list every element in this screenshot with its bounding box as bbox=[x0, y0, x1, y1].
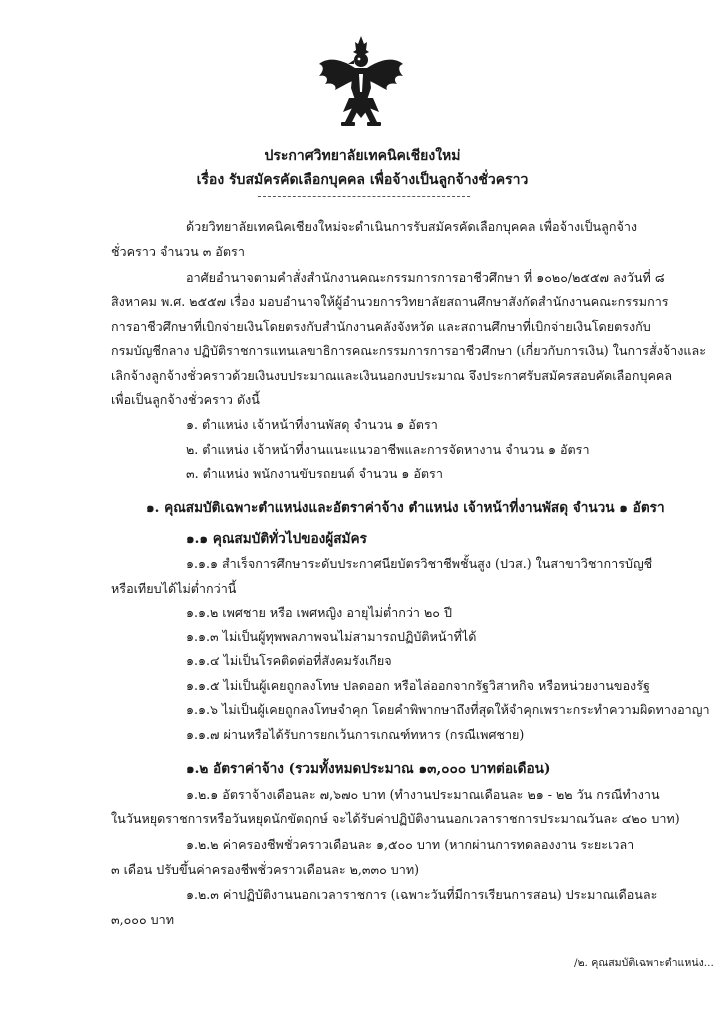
intro-paragraph-2-line: การอาชีวศึกษาที่เบิกจ่ายเงินโดยตรงกับสำนักงานคลังจังหวัด และสถานศึกษาที่เบิกจ่ายเงินโดยตรงกับ bbox=[111, 319, 651, 334]
position-item: ๓. ตำแหน่ง พนักงานขับรถยนต์ จำนวน ๑ อัตรา bbox=[186, 466, 443, 481]
subject-line: เรื่อง รับสมัครคัดเลือกบุคคล เพื่อจ้างเป็นลูกจ้างชั่วคราว bbox=[196, 172, 529, 188]
qualification-item: ๑.๑.๖ ไม่เป็นผู้เคยถูกลงโทษจำคุก โดยคำพิพากษาถึงที่สุดให้จำคุกเพราะกระทำความผิดทางอาญา bbox=[186, 702, 710, 717]
intro-paragraph-2-line: เลิกจ้างลูกจ้างชั่วคราวด้วยเงินงบประมาณและเงินนอกงบประมาณ จึงประกาศรับสมัครสอบคัดเลือกบุคคล bbox=[111, 368, 673, 383]
wage-item: ๑.๒.๒ ค่าครองชีพชั่วคราวเดือนละ ๑,๕๐๐ บาท (หากผ่านการทดลองงาน ระยะเวลา bbox=[186, 837, 635, 852]
position-item: ๑. ตำแหน่ง เจ้าหน้าที่งานพัสดุ จำนวน ๑ อัตรา bbox=[186, 417, 438, 432]
intro-paragraph-2-line: เพื่อเป็นลูกจ้างชั่วคราว ดังนี้ bbox=[111, 392, 260, 407]
subsection-1-1-heading: ๑.๑ คุณสมบัติทั่วไปของผู้สมัคร bbox=[186, 531, 367, 547]
qualification-item-cont: หรือเทียบได้ไม่ต่ำกว่านี้ bbox=[111, 581, 237, 596]
wage-item-cont: ๓,๐๐๐ บาท bbox=[111, 912, 175, 927]
wage-item-cont: ในวันหยุดราชการหรือวันหยุดนักขัตฤกษ์ จะได้รับค่าปฏิบัติงานนอกเวลาราชการประมาณวันละ ๔๒๐ บาท) bbox=[111, 811, 680, 826]
qualification-item: ๑.๑.๑ สำเร็จการศึกษาระดับประกาศนียบัตรวิชาชีพชั้นสูง (ปวส.) ในสาขาวิชาการบัญชี bbox=[186, 556, 653, 571]
title-divider bbox=[258, 196, 470, 197]
qualification-item: ๑.๑.๒ เพศชาย หรือ เพศหญิง อายุไม่ต่ำกว่า ๒๐ ปี bbox=[186, 605, 452, 620]
qualification-item: ๑.๑.๓ ไม่เป็นผู้ทุพพลภาพจนไม่สามารถปฏิบัติหน้าที่ได้ bbox=[186, 629, 477, 644]
subsection-1-2-heading: ๑.๒ อัตราค่าจ้าง (รวมทั้งหมดประมาณ ๑๓,๐๐๐ บาทต่อเดือน) bbox=[186, 761, 551, 777]
intro-paragraph-2-line: กรมบัญชีกลาง ปฏิบัติราชการแทนเลขาธิการคณะกรรมการการอาชีวศึกษา (เกี่ยวกับการเงิน) ในการสั่งจ้างและ bbox=[111, 343, 706, 358]
garuda-emblem-icon bbox=[315, 34, 407, 130]
wage-item-cont: ๓ เดือน ปรับขึ้นค่าครองชีพชั่วคราวเดือนละ ๒,๓๓๐ บาท) bbox=[111, 862, 420, 877]
intro-paragraph-1: ด้วยวิทยาลัยเทคนิคเชียงใหม่จะดำเนินการรับสมัครคัดเลือกบุคคล เพื่อจ้างเป็นลูกจ้าง bbox=[186, 219, 638, 234]
wage-item: ๑.๒.๑ อัตราจ้างเดือนละ ๗,๖๗๐ บาท (ทำงานประมาณเดือนละ ๒๑ - ๒๒ วัน กรณีทำงาน bbox=[186, 787, 660, 802]
position-item: ๒. ตำแหน่ง เจ้าหน้าที่งานแนะแนวอาชีพและการจัดหางาน จำนวน ๑ อัตรา bbox=[186, 442, 590, 457]
section-1-heading: ๑. คุณสมบัติเฉพาะตำแหน่งและอัตราค่าจ้าง ตำแหน่ง เจ้าหน้าที่งานพัสดุ จำนวน ๑ อัตรา bbox=[146, 500, 665, 516]
qualification-item: ๑.๑.๗ ผ่านหรือได้รับการยกเว้นการเกณฑ์ทหาร (กรณีเพศชาย) bbox=[186, 727, 525, 742]
page-title: ประกาศวิทยาลัยเทคนิคเชียงใหม่ bbox=[264, 148, 461, 164]
continuation-note: /๒. คุณสมบัติเฉพาะตำแหน่ง... bbox=[574, 957, 714, 969]
qualification-item: ๑.๑.๔ ไม่เป็นโรคติดต่อที่สังคมรังเกียจ bbox=[186, 653, 392, 668]
intro-paragraph-2: อาศัยอำนาจตามคำสั่งสำนักงานคณะกรรมการการอาชีวศึกษา ที่ ๑๐๒๐/๒๕๕๗ ลงวันที่ ๘ bbox=[186, 270, 665, 285]
intro-paragraph-2-line: สิงหาคม พ.ศ. ๒๕๕๗ เรื่อง มอบอำนาจให้ผู้อำนวยการวิทยาลัยสถานศึกษาสังกัดสำนักงานคณะกรรมการ bbox=[111, 294, 669, 309]
qualification-item: ๑.๑.๕ ไม่เป็นผู้เคยถูกลงโทษ ปลดออก หรือไล่ออกจากรัฐวิสาหกิจ หรือหน่วยงานของรัฐ bbox=[186, 678, 650, 693]
intro-paragraph-1-cont: ชั่วคราว จำนวน ๓ อัตรา bbox=[111, 244, 245, 259]
wage-item: ๑.๒.๓ ค่าปฏิบัติงานนอกเวลาราชการ (เฉพาะวันที่มีการเรียนการสอน) ประมาณเดือนละ bbox=[186, 887, 658, 902]
